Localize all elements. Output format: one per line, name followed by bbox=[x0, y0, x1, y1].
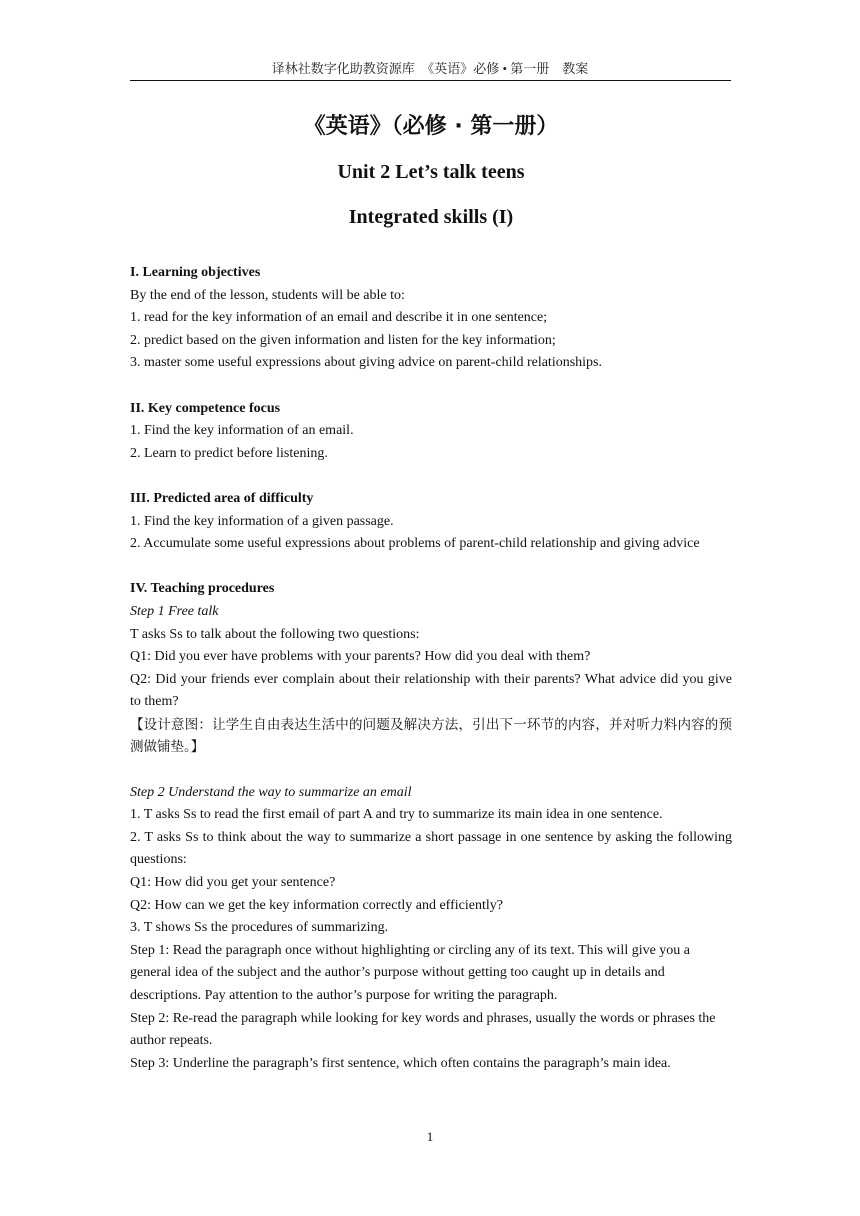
spacer bbox=[130, 759, 732, 782]
question-text: Q2: How can we get the key information correctly and efficiently? bbox=[130, 897, 503, 913]
section-heading: II. Key competence focus bbox=[130, 400, 281, 416]
summary-step-text: Step 3: Underline the paragraph’s first sentence, which often contains the paragraph’s main idea. bbox=[130, 1055, 671, 1071]
header-rule bbox=[130, 80, 731, 81]
lesson-title: Integrated skills (I) bbox=[348, 206, 514, 228]
spacer bbox=[130, 465, 732, 488]
objective-item: 3. master some useful expressions about giving advice on parent-child relationships. bbox=[130, 355, 603, 371]
section-heading: I. Learning objectives bbox=[130, 265, 261, 280]
summary-step-text: Step 2: Re-read the paragraph while looking for key words and phrases, usually the words or phrases the author repeats. bbox=[130, 1010, 716, 1049]
step-text: 2. T asks Ss to think about the way to summarize a short passage in one sentence by asking the following questions: bbox=[130, 829, 732, 868]
spacer bbox=[130, 556, 732, 579]
step-text: 3. T shows Ss the procedures of summarizing. bbox=[130, 920, 389, 936]
section-heading: IV. Teaching procedures bbox=[130, 581, 275, 597]
question-text: Q2: Did your friends ever complain about their relationship with their parents? What advice did you give to them? bbox=[130, 671, 732, 710]
lesson-plan-body bbox=[130, 262, 732, 1075]
objectives-intro: By the end of the lesson, students will be able to: bbox=[130, 287, 405, 303]
step-text: T asks Ss to talk about the following two questions: bbox=[130, 626, 420, 642]
summary-step-text: Step 1: Read the paragraph once without highlighting or circling any of its text. This will give you a general idea of the subject and the author’s purpose without getting too caught up in details and descriptions. Pay attention to the author’s purpose for writing the paragraph. bbox=[130, 942, 691, 1003]
question-text: Q1: How did you get your sentence? bbox=[130, 875, 336, 891]
step-text: 1. T asks Ss to read the first email of part A and try to summarize its main idea in one sentence. bbox=[130, 807, 663, 823]
book-title: 《英语》（必修 · 第一册） bbox=[303, 114, 559, 139]
step-title: Step 1 Free talk bbox=[130, 603, 219, 619]
unit-title: Unit 2 Let’s talk teens bbox=[337, 161, 525, 183]
competence-item: 1. Find the key information of an email. bbox=[130, 423, 354, 439]
difficulty-section bbox=[130, 488, 732, 556]
objective-item: 1. read for the key information of an email and describe it in one sentence; bbox=[130, 310, 548, 326]
step-title: Step 2 Understand the way to summarize an email bbox=[130, 784, 412, 800]
spacer bbox=[130, 375, 732, 398]
design-intent-note: 【设计意图：让学生自由表达生活中的问题及解决方法，引出下一环节的内容，并对听力料内容的预测做铺垫。】 bbox=[130, 716, 732, 756]
difficulty-item: 1. Find the key information of a given passage. bbox=[130, 513, 394, 529]
competence-item: 2. Learn to predict before listening. bbox=[130, 445, 328, 461]
question-text: Q1: Did you ever have problems with your parents? How did you deal with them? bbox=[130, 649, 591, 665]
learning-objectives-section bbox=[130, 262, 732, 375]
objective-item: 2. predict based on the given information and listen for the key information; bbox=[130, 332, 556, 348]
page-number: 1 bbox=[426, 1129, 434, 1144]
difficulty-item: 2. Accumulate some useful expressions about problems of parent-child relationship and giving advice bbox=[130, 536, 700, 552]
running-header: 译林社数字化助教资源库 《英语》必修 • 第一册 教案 bbox=[271, 61, 589, 76]
section-heading: III. Predicted area of difficulty bbox=[130, 490, 314, 506]
key-competence-section bbox=[130, 398, 732, 466]
teaching-procedures-section bbox=[130, 578, 732, 1075]
